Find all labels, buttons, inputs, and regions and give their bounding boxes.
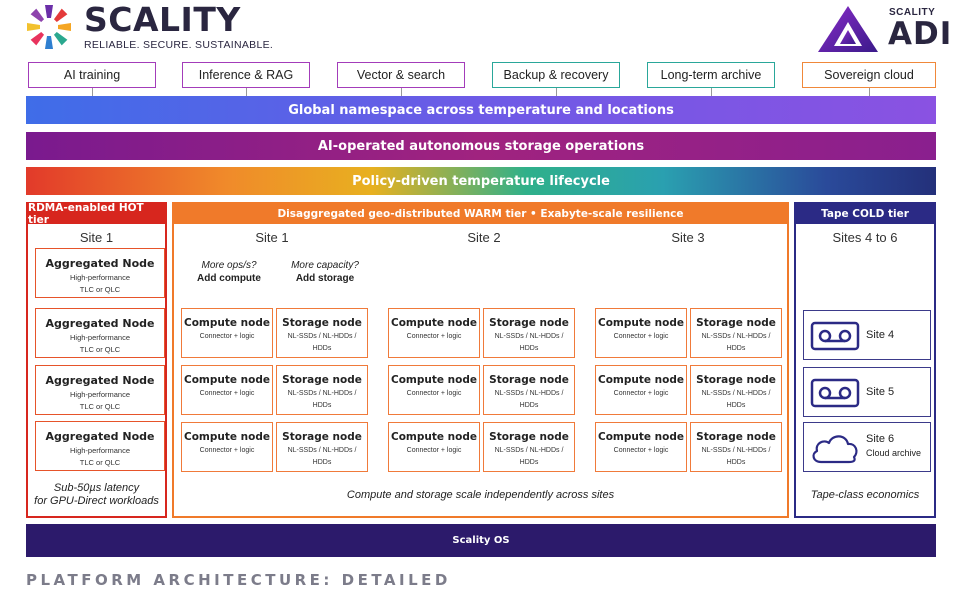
warm-tier-title: Disaggregated geo-distributed WARM tier • Exabyte-scale resilience <box>174 204 787 224</box>
node-sub: NL-SSDs / NL-HDDs / <box>287 390 357 397</box>
hot-tier-note <box>28 482 165 508</box>
scality-os-band: Scality OS <box>26 524 936 557</box>
node-sub: NL-SSDs / NL-HDDs / <box>701 447 771 454</box>
usecase-ai-training: AI training <box>28 62 156 88</box>
node-sub: NL-SSDs / NL-HDDs / <box>494 390 564 397</box>
warm-site-1: Site 1 <box>255 230 289 245</box>
cold-site-name: Site 4 <box>866 329 895 341</box>
node-title: Compute node <box>391 431 477 443</box>
node-sub: HDDs <box>726 345 746 352</box>
hot-note-line1: Sub-50µs latency <box>53 482 140 494</box>
node-title: Storage node <box>489 431 569 443</box>
node-sub: High-performance <box>69 333 131 342</box>
storage-node <box>690 365 782 415</box>
band-ai-operated: AI-operated autonomous storage operations <box>26 132 936 160</box>
node-sub: NL-SSDs / NL-HDDs / <box>494 447 564 454</box>
adi-logo-icon <box>818 4 880 54</box>
tape-icon <box>810 321 860 351</box>
storage-node <box>276 365 368 415</box>
node-sub: TLC or QLC <box>79 345 121 354</box>
node-sub: HDDs <box>312 402 332 409</box>
hint-add-compute <box>182 259 276 285</box>
connector-line <box>246 88 247 96</box>
scality-logo-icon <box>24 2 74 52</box>
cold-site-name: Site 6 <box>866 433 895 445</box>
hot-site-label: Site 1 <box>79 230 114 245</box>
node-sub: High-performance <box>69 390 131 399</box>
node-title: Compute node <box>598 431 684 443</box>
storage-node <box>483 308 575 358</box>
hot-tier-title: RDMA-enabled HOT tier <box>28 204 165 224</box>
storage-node <box>276 308 368 358</box>
node-title: Compute node <box>391 374 477 386</box>
aggregated-node <box>35 365 165 415</box>
brand-tagline: RELIABLE. SECURE. SUSTAINABLE. <box>84 39 274 51</box>
node-title: Aggregated Node <box>45 317 155 330</box>
band-policy-lifecycle: Policy-driven temperature lifecycle <box>26 167 936 195</box>
node-sub: TLC or QLC <box>79 402 121 411</box>
storage-node <box>690 308 782 358</box>
node-sub: HDDs <box>519 402 539 409</box>
usecase-inference-rag: Inference & RAG <box>182 62 310 88</box>
usecase-vector-search: Vector & search <box>337 62 465 88</box>
node-sub: TLC or QLC <box>79 285 121 294</box>
node-sub: Connector + logic <box>199 447 255 454</box>
band-global-namespace: Global namespace across temperature and locations <box>26 96 936 124</box>
aggregated-node <box>35 421 165 471</box>
node-title: Aggregated Node <box>45 257 155 270</box>
page-caption: PLATFORM ARCHITECTURE: DETAILED <box>26 571 451 589</box>
usecase-backup-recovery: Backup & recovery <box>492 62 620 88</box>
brand-name: SCALITY <box>84 0 241 39</box>
adi-brand-small: SCALITY <box>889 7 936 18</box>
node-title: Storage node <box>282 374 362 386</box>
compute-node <box>181 308 273 358</box>
node-title: Aggregated Node <box>45 430 155 443</box>
connector-line <box>401 88 402 96</box>
tape-icon <box>810 378 860 408</box>
node-sub: NL-SSDs / NL-HDDs / <box>701 390 771 397</box>
node-title: Compute node <box>391 317 477 329</box>
node-sub: HDDs <box>519 345 539 352</box>
hint-add-storage <box>278 259 372 285</box>
node-sub: Connector + logic <box>613 333 669 340</box>
node-sub: Connector + logic <box>199 333 255 340</box>
node-title: Storage node <box>696 317 776 329</box>
aggregated-node <box>35 248 165 298</box>
node-sub: NL-SSDs / NL-HDDs / <box>287 333 357 340</box>
node-sub: HDDs <box>726 459 746 466</box>
connector-line <box>556 88 557 96</box>
storage-node <box>276 422 368 472</box>
cold-site-label: Sites 4 to 6 <box>832 230 898 245</box>
warm-tier-note: Compute and storage scale independently across sites <box>346 489 615 501</box>
node-sub: HDDs <box>312 459 332 466</box>
node-sub: NL-SSDs / NL-HDDs / <box>287 447 357 454</box>
node-title: Compute node <box>184 317 270 329</box>
node-sub: TLC or QLC <box>79 458 121 467</box>
node-title: Storage node <box>489 374 569 386</box>
node-title: Compute node <box>184 431 270 443</box>
node-sub: Connector + logic <box>406 447 462 454</box>
node-title: Storage node <box>696 431 776 443</box>
node-sub: HDDs <box>726 402 746 409</box>
node-title: Compute node <box>598 374 684 386</box>
node-title: Storage node <box>489 317 569 329</box>
hint-answer: Add compute <box>197 273 261 284</box>
connector-line <box>92 88 93 96</box>
node-title: Aggregated Node <box>45 374 155 387</box>
node-sub: Connector + logic <box>406 390 462 397</box>
usecase-sovereign-cloud: Sovereign cloud <box>802 62 936 88</box>
compute-node <box>181 422 273 472</box>
warm-site-2: Site 2 <box>467 230 501 245</box>
storage-node <box>483 365 575 415</box>
cold-site-name: Site 5 <box>866 386 895 398</box>
compute-node <box>388 365 480 415</box>
hint-question: More capacity? <box>291 260 359 271</box>
cold-site-5 <box>803 367 931 417</box>
connector-line <box>711 88 712 96</box>
node-sub: Connector + logic <box>406 333 462 340</box>
node-sub: Connector + logic <box>199 390 255 397</box>
cold-tier <box>794 202 936 518</box>
node-sub: HDDs <box>312 345 332 352</box>
node-sub: HDDs <box>519 459 539 466</box>
node-title: Compute node <box>598 317 684 329</box>
hint-answer: Add storage <box>295 273 355 284</box>
node-sub: Connector + logic <box>613 390 669 397</box>
cold-tier-title: Tape COLD tier <box>796 204 934 224</box>
node-title: Compute node <box>184 374 270 386</box>
node-sub: High-performance <box>69 273 131 282</box>
cloud-icon <box>809 430 861 466</box>
node-sub: Connector + logic <box>613 447 669 454</box>
node-title: Storage node <box>282 431 362 443</box>
warm-site-3: Site 3 <box>671 230 705 245</box>
hint-question: More ops/s? <box>201 260 257 271</box>
hot-note-line2: for GPU-Direct workloads <box>34 495 159 507</box>
cold-site-6 <box>803 422 931 472</box>
adi-brand-big: ADI <box>888 16 953 52</box>
aggregated-node <box>35 308 165 358</box>
compute-node <box>388 422 480 472</box>
compute-node <box>388 308 480 358</box>
storage-node <box>690 422 782 472</box>
connector-line <box>869 88 870 96</box>
compute-node <box>595 308 687 358</box>
node-sub: NL-SSDs / NL-HDDs / <box>494 333 564 340</box>
compute-node <box>595 365 687 415</box>
warm-tier <box>172 202 789 518</box>
cold-site-4 <box>803 310 931 360</box>
compute-node <box>595 422 687 472</box>
node-title: Storage node <box>282 317 362 329</box>
node-sub: NL-SSDs / NL-HDDs / <box>701 333 771 340</box>
node-title: Storage node <box>696 374 776 386</box>
usecase-long-term-archive: Long-term archive <box>647 62 775 88</box>
compute-node <box>181 365 273 415</box>
cold-site-sub: Cloud archive <box>866 448 922 458</box>
cold-tier-note: Tape-class economics <box>810 489 920 501</box>
hot-tier <box>26 202 167 518</box>
node-sub: High-performance <box>69 446 131 455</box>
storage-node <box>483 422 575 472</box>
